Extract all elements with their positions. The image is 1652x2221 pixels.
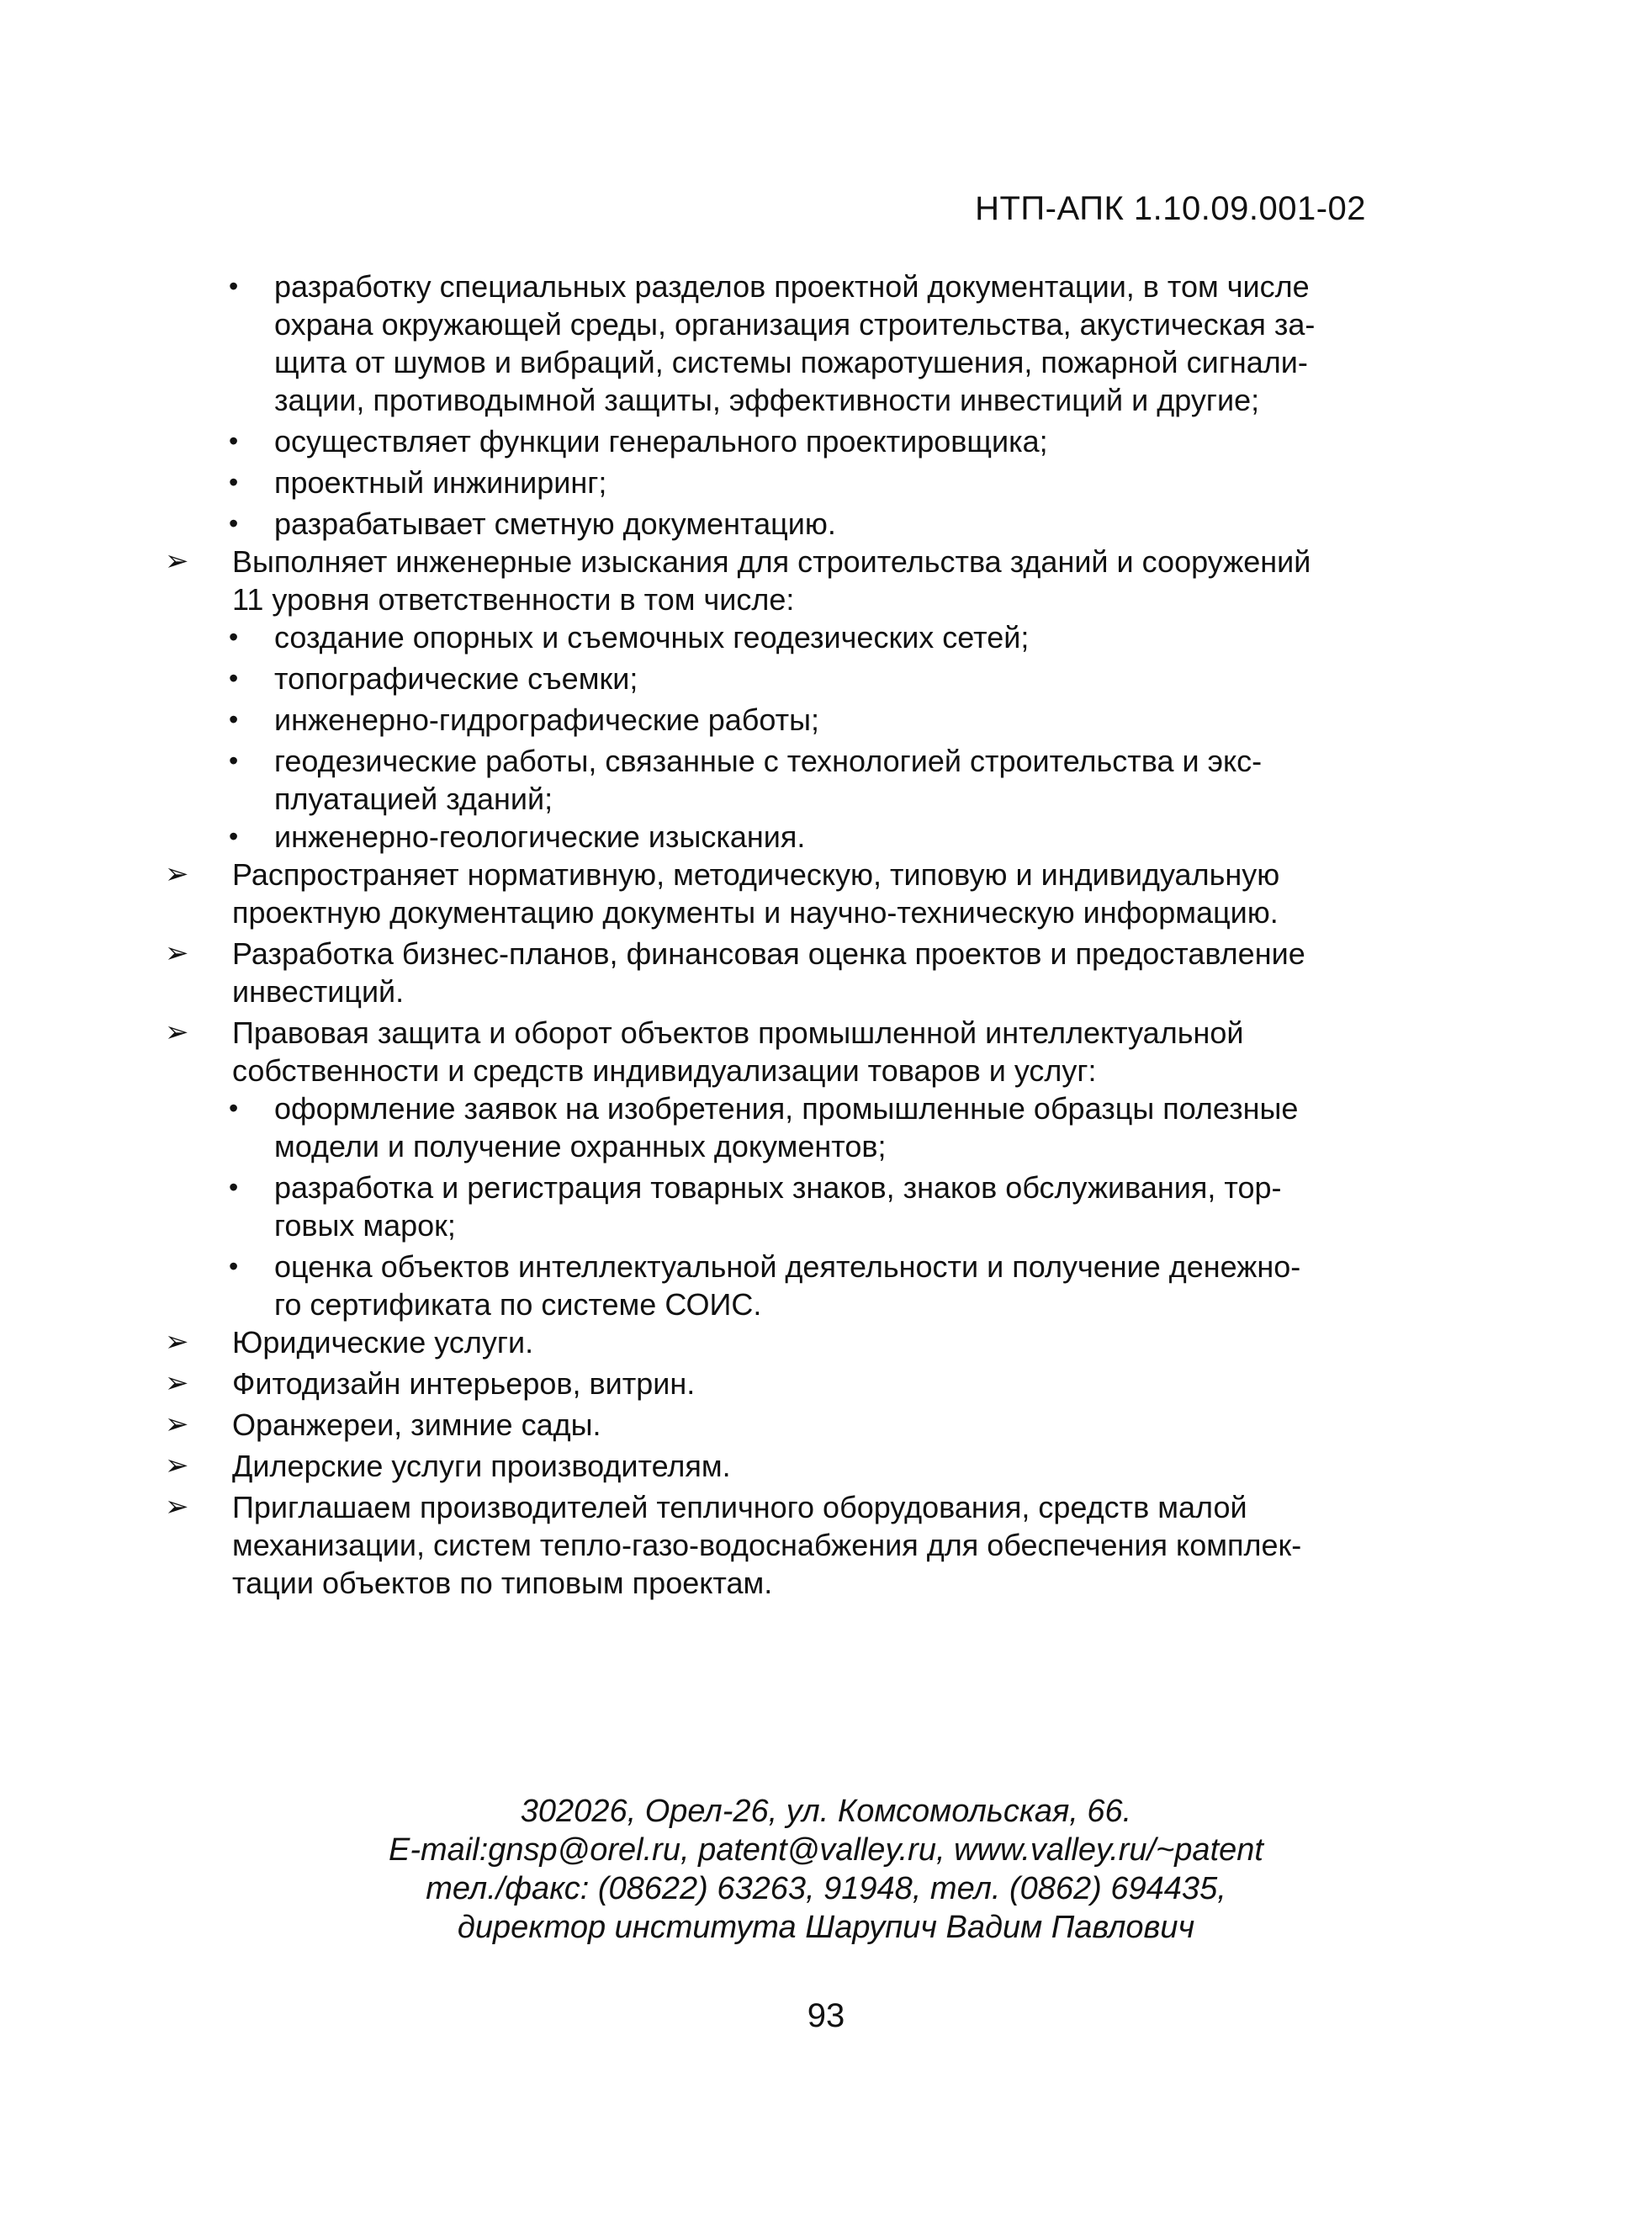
arrow-icon: ➢ <box>165 1367 189 1399</box>
list-item <box>165 660 1376 697</box>
list-item <box>165 818 1376 856</box>
bullet-icon: • <box>229 622 239 652</box>
text-line: охрана окружающей среды, организация строительства, акустическая за- <box>274 307 1316 342</box>
section-item <box>165 1488 1376 1602</box>
text-line: разработка и регистрация товарных знаков, знаков обслуживания, тор- <box>274 1170 1282 1205</box>
phone-text: тел./факс: (08622) 63263, 91948, тел. (0862) 694435, <box>426 1871 1226 1906</box>
text-line: Дилерские услуги производителям. <box>232 1449 731 1483</box>
list-item <box>165 422 1376 460</box>
section-item <box>165 1323 1376 1361</box>
email-text: E-mail:gnsp@orel.ru, patent@valley.ru, www.valley.ru/~patent <box>389 1832 1263 1868</box>
text-line: Разработка бизнес-планов, финансовая оценка проектов и предоставление <box>232 936 1305 971</box>
text-line: 11 уровня ответственности в том числе: <box>232 582 795 617</box>
text-line: разрабатывает сметную документацию. <box>274 506 836 541</box>
bullet-icon: • <box>229 663 239 693</box>
text-line: го сертификата по системе СОИС. <box>274 1287 762 1322</box>
text-line: инженерно-геологические изыскания. <box>274 819 806 854</box>
text-line: разработку специальных разделов проектной документации, в том числе <box>274 269 1310 304</box>
section-item <box>165 1365 1376 1402</box>
text-line: Юридические услуги. <box>232 1325 534 1360</box>
bullet-icon: • <box>229 745 239 776</box>
arrow-icon: ➢ <box>165 1408 189 1440</box>
arrow-icon: ➢ <box>165 937 189 969</box>
text-line: инвестиций. <box>232 974 405 1009</box>
list-item <box>165 464 1376 501</box>
text-line: оформление заявок на изобретения, промышленные образцы полезные <box>274 1091 1299 1126</box>
text-line: осуществляет функции генерального проектировщика; <box>274 424 1048 459</box>
arrow-icon: ➢ <box>165 1450 189 1482</box>
bullet-icon: • <box>229 426 239 456</box>
list-item <box>165 1248 1376 1323</box>
text-line: проектный инжиниринг; <box>274 465 607 500</box>
list-item <box>165 268 1376 419</box>
text-line: Фитодизайн интерьеров, витрин. <box>232 1366 696 1401</box>
text-line: зации, противодымной защиты, эффективности инвестиций и другие; <box>274 383 1260 417</box>
text-line: Правовая защита и оборот объектов промышленной интеллектуальной <box>232 1015 1244 1050</box>
text-line: тации объектов по типовым проектам. <box>232 1566 773 1600</box>
page-number: 93 <box>807 1997 845 2034</box>
list-item <box>165 1169 1376 1244</box>
arrow-icon: ➢ <box>165 1491 189 1523</box>
bullet-icon: • <box>229 1251 239 1281</box>
director-text: директор института Шарупич Вадим Павлович <box>457 1910 1195 1945</box>
document-code: НТП-АПК 1.10.09.001-02 <box>975 190 1366 227</box>
list-item <box>165 701 1376 739</box>
text-line: инженерно-гидрографические работы; <box>274 702 820 737</box>
text-line: плуатацией зданий; <box>274 782 553 816</box>
text-line: Приглашаем производителей тепличного оборудования, средств малой <box>232 1490 1247 1524</box>
text-line: проектную документацию документы и научно-техническую информацию. <box>232 895 1279 930</box>
bullet-icon: • <box>229 508 239 538</box>
section-item <box>165 543 1376 618</box>
bullet-icon: • <box>229 821 239 851</box>
list-item <box>165 1089 1376 1165</box>
address-text: 302026, Орел-26, ул. Комсомольская, 66. <box>520 1794 1132 1829</box>
arrow-icon: ➢ <box>165 858 189 890</box>
text-line: Оранжереи, зимние сады. <box>232 1407 601 1442</box>
list-item <box>165 618 1376 656</box>
text-line: Выполняет инженерные изыскания для строительства зданий и сооружений <box>232 544 1311 579</box>
text-line: собственности и средств индивидуализации товаров и услуг: <box>232 1053 1097 1088</box>
section-item <box>165 935 1376 1010</box>
bullet-icon: • <box>229 704 239 734</box>
list-item <box>165 505 1376 543</box>
arrow-icon: ➢ <box>165 545 189 577</box>
text-line: оценка объектов интеллектуальной деятельности и получение денежно- <box>274 1249 1301 1284</box>
document-body <box>165 268 1376 1602</box>
text-line: Распространяет нормативную, методическую, типовую и индивидуальную <box>232 857 1280 892</box>
text-line: механизации, систем тепло-газо-водоснабжения для обеспечения комплек- <box>232 1528 1302 1562</box>
text-line: топографические съемки; <box>274 661 638 696</box>
section-item <box>165 1447 1376 1485</box>
section-item <box>165 856 1376 931</box>
text-line: щита от шумов и вибраций, системы пожаротушения, пожарной сигнали- <box>274 345 1308 379</box>
bullet-icon: • <box>229 467 239 497</box>
text-line: создание опорных и съемочных геодезических сетей; <box>274 620 1030 655</box>
text-line: модели и получение охранных документов; <box>274 1129 887 1164</box>
text-line: говых марок; <box>274 1208 456 1243</box>
text-line: геодезические работы, связанные с технологией строительства и экс- <box>274 744 1263 778</box>
bullet-icon: • <box>229 271 239 301</box>
bullet-icon: • <box>229 1172 239 1202</box>
arrow-icon: ➢ <box>165 1326 189 1358</box>
bullet-icon: • <box>229 1093 239 1123</box>
section-item <box>165 1014 1376 1089</box>
contact-footer <box>0 1792 1652 1947</box>
list-item <box>165 742 1376 818</box>
arrow-icon: ➢ <box>165 1016 189 1048</box>
section-item <box>165 1406 1376 1444</box>
